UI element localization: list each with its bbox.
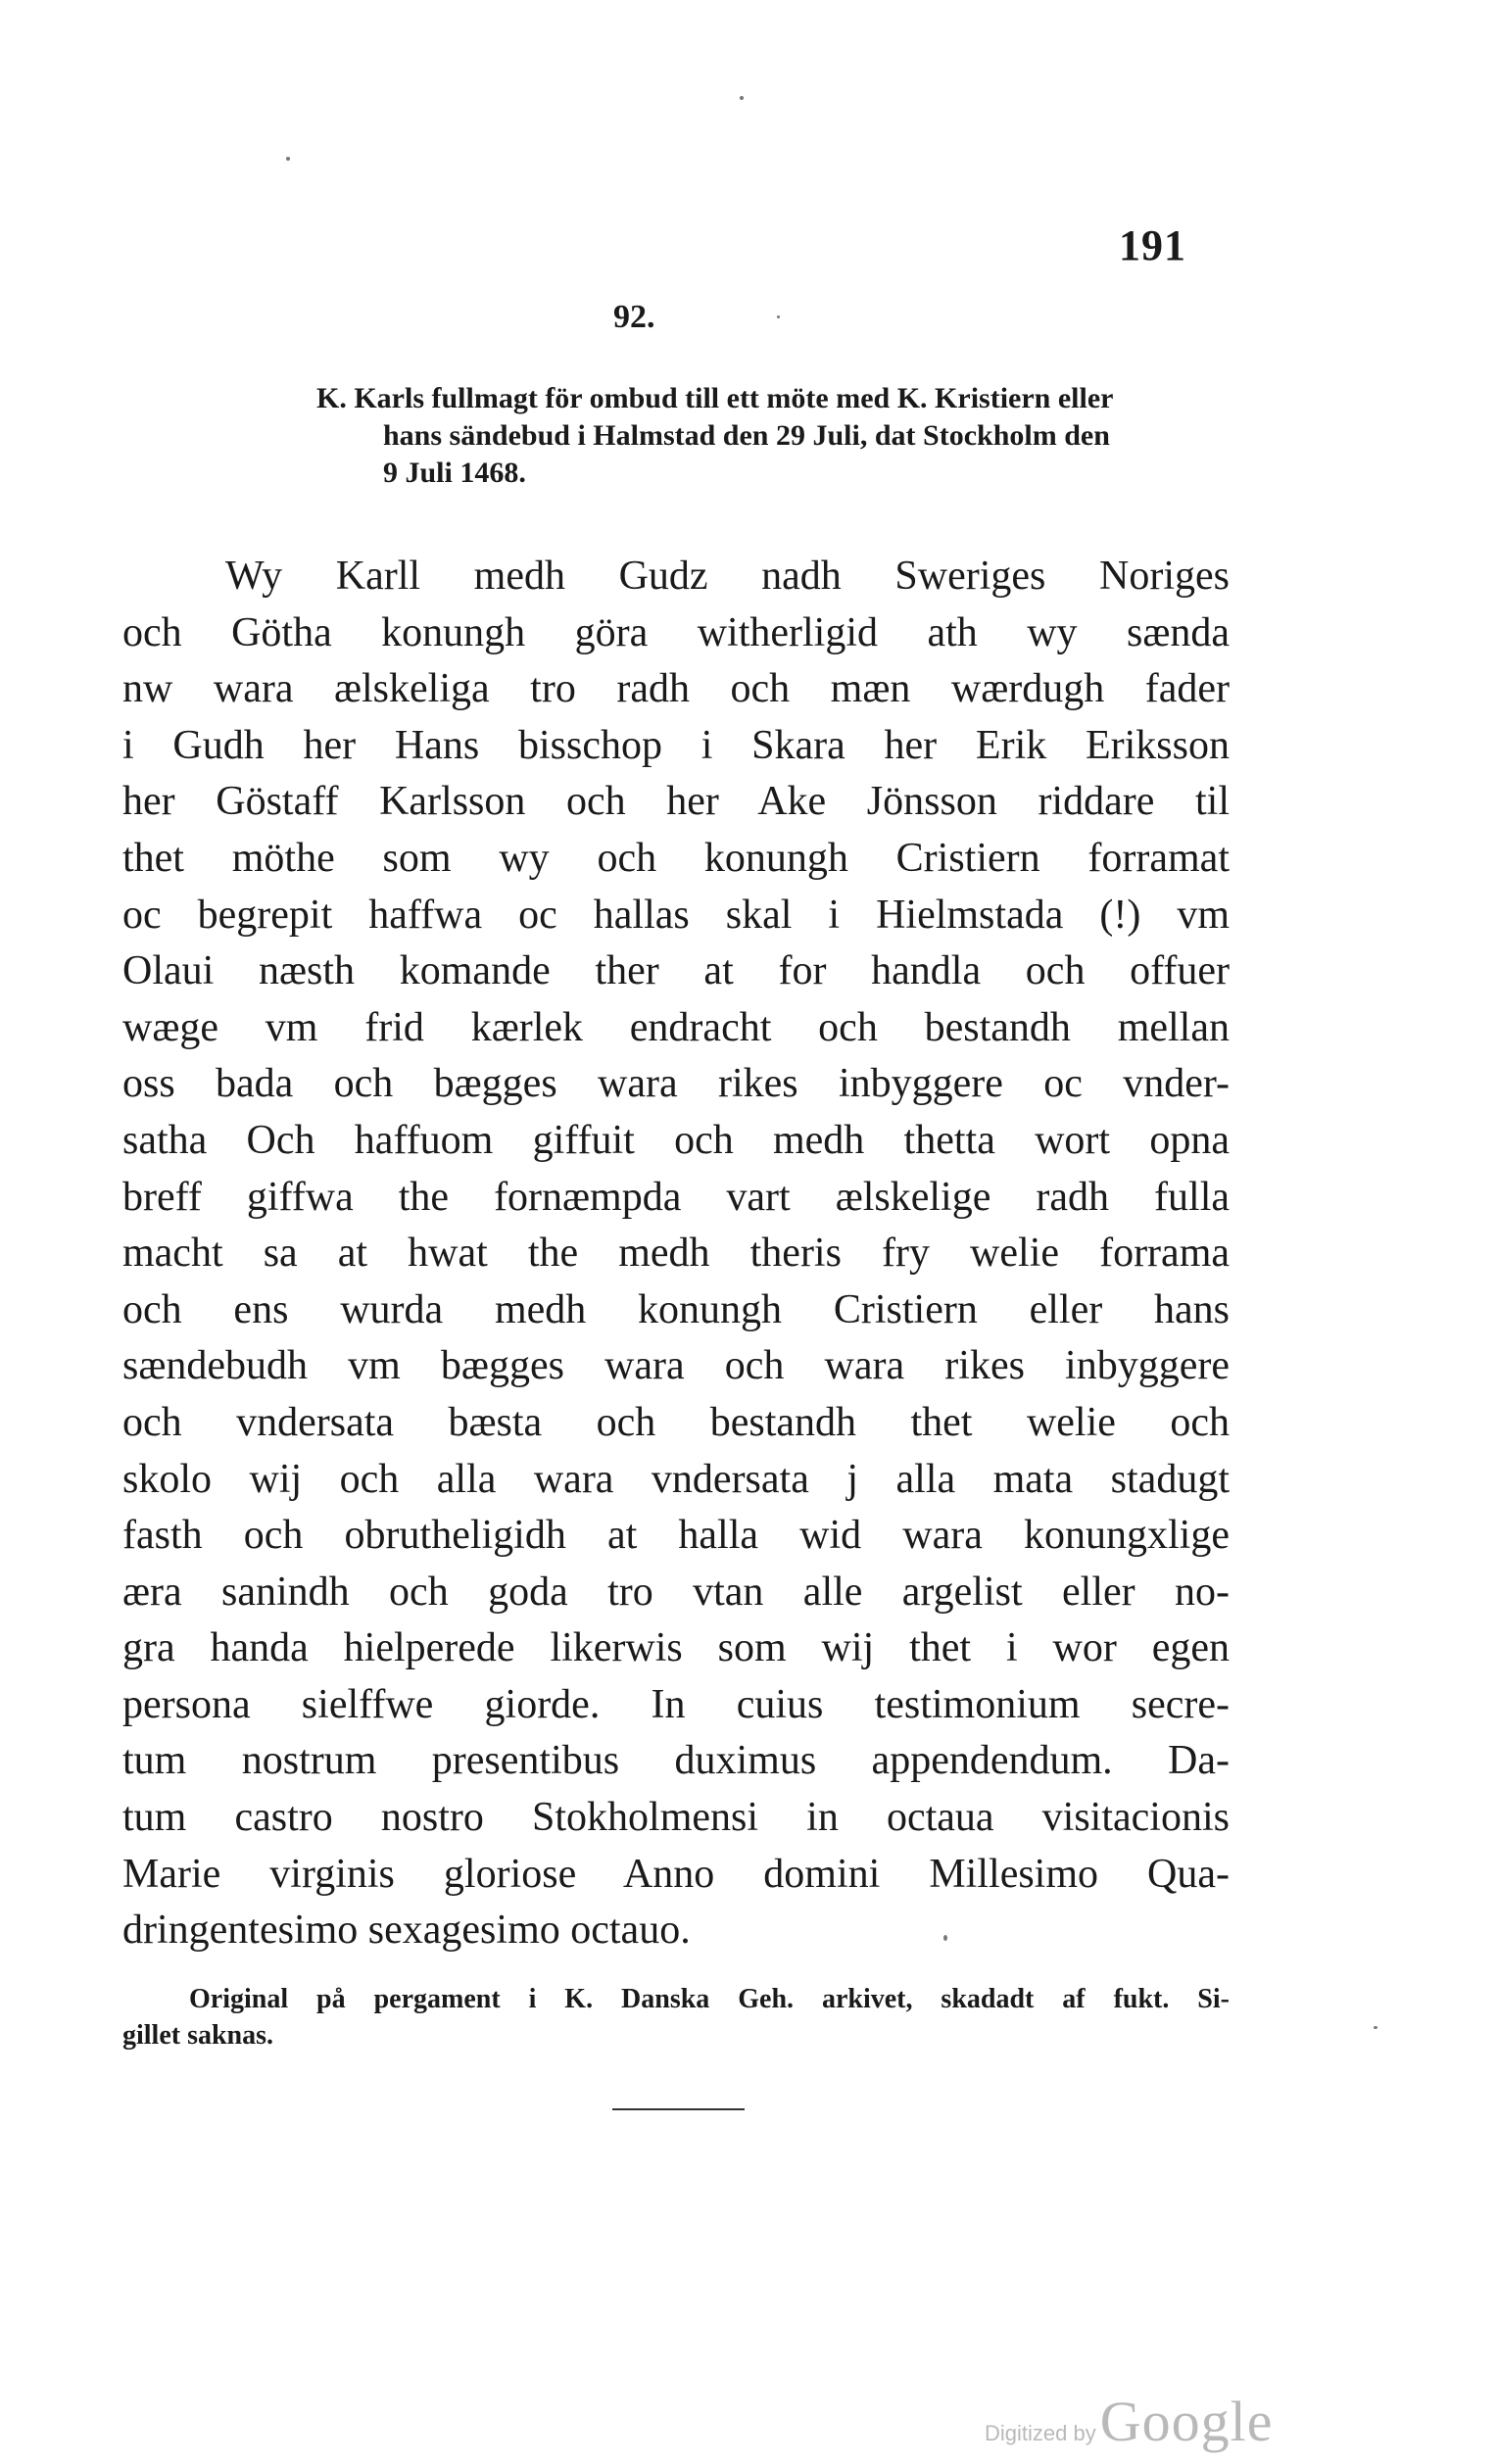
print-speck — [286, 157, 290, 161]
body-line: sændebudh vm bægges wara och wara rikes inbyggere — [122, 1343, 1230, 1389]
google-logo: Google — [1099, 2390, 1274, 2453]
body-line: fasth och obrutheligidh at halla wid wara konungxlige — [122, 1513, 1230, 1559]
document-body — [122, 549, 1230, 1959]
body-line: macht sa at hwat the medh theris fry welie forrama — [122, 1231, 1230, 1277]
body-line: thet möthe som wy och konungh Cristiern forramat — [122, 835, 1230, 881]
body-line: æra sanindh och goda tro vtan alle argelist eller no- — [122, 1569, 1230, 1615]
body-line: skolo wij och alla wara vndersata j alla mata stadugt — [122, 1456, 1230, 1502]
body-line: och vndersata bæsta och bestandh thet welie och — [122, 1399, 1230, 1445]
document-number: 92. — [613, 299, 655, 335]
body-line: breff giffwa the fornæmpda vart ælskelige radh fulla — [122, 1174, 1230, 1220]
print-speck — [943, 1935, 947, 1941]
digitized-watermark — [985, 2389, 1273, 2454]
digitized-by-label: Digitized by — [985, 2421, 1096, 2445]
body-line: tum nostrum presentibus duximus appendendum. Da- — [122, 1738, 1230, 1784]
body-line: satha Och haffuom giffuit och medh thetta wort opna — [122, 1117, 1230, 1163]
footnote — [122, 1981, 1230, 2053]
body-line: persona sielffwe giorde. In cuius testimonium secre- — [122, 1681, 1230, 1727]
end-rule — [612, 2108, 745, 2110]
body-line: gra handa hielperede likerwis som wij thet i wor egen — [122, 1625, 1230, 1671]
footnote-line: Original på pergament i K. Danska Geh. arkivet, skadadt af fukt. Si- — [189, 1984, 1230, 2014]
page-number: 191 — [1119, 221, 1186, 269]
body-line: Wy Karll medh Gudz nadh Sweriges Noriges — [225, 554, 1230, 599]
document-heading — [316, 380, 1230, 492]
footnote-line: gillet saknas. — [122, 2020, 274, 2051]
body-line: oss bada och bægges wara rikes inbyggere oc vnder- — [122, 1061, 1230, 1107]
body-line: tum castro nostro Stokholmensi in octaua visitacionis — [122, 1795, 1230, 1841]
body-line: her Göstaff Karlsson och her Ake Jönsson riddare til — [122, 779, 1230, 825]
body-line: Marie virginis gloriose Anno domini Millesimo Qua- — [122, 1851, 1230, 1897]
print-speck — [777, 315, 780, 318]
body-line: Olaui næsth komande ther at for handla och offuer — [122, 948, 1230, 994]
print-speck — [1374, 2026, 1377, 2029]
heading-line: K. Karls fullmagt för ombud till ett möte med K. Kristiern eller — [316, 382, 1114, 414]
body-line: och Götha konungh göra witherligid ath wy sænda — [122, 609, 1230, 655]
body-line: oc begrepit haffwa oc hallas skal i Hielmstada (!) vm — [122, 892, 1230, 938]
body-line: och ens wurda medh konungh Cristiern eller hans — [122, 1286, 1230, 1332]
body-line: wæge vm frid kærlek endracht och bestandh mellan — [122, 1004, 1230, 1050]
body-line: i Gudh her Hans bisschop i Skara her Erik Eriksson — [122, 722, 1230, 768]
body-line: dringentesimo sexagesimo octauo. — [122, 1908, 691, 1954]
heading-line: hans sändebud i Halmstad den 29 Juli, dat Stockholm den — [383, 419, 1110, 452]
heading-line: 9 Juli 1468. — [383, 457, 526, 489]
print-speck — [740, 96, 744, 100]
body-line: nw wara ælskeliga tro radh och mæn wærdugh fader — [122, 666, 1230, 712]
